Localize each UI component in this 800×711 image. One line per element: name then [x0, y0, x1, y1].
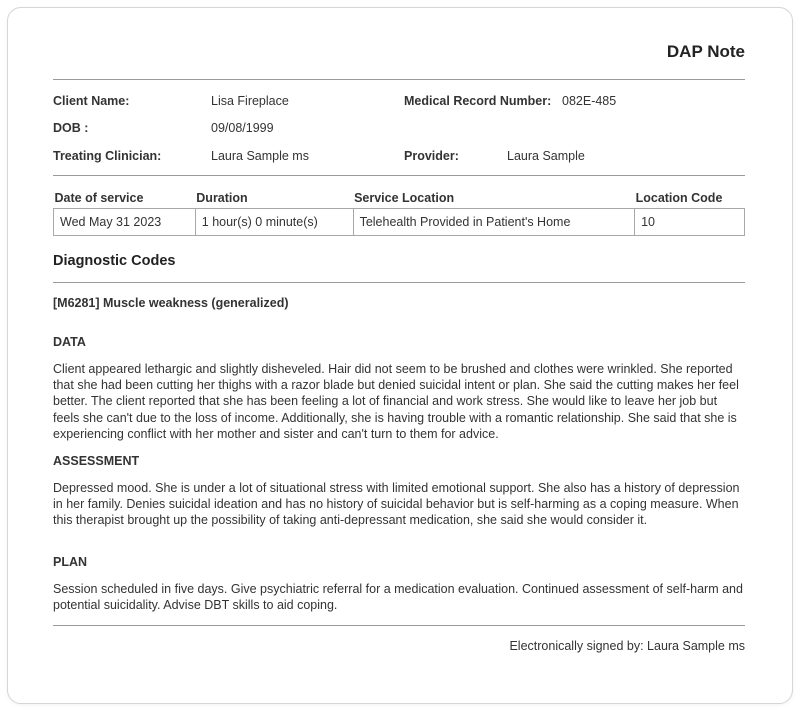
- client-name-value: Lisa Fireplace: [211, 94, 289, 108]
- service-location-cell: Telehealth Provided in Patient's Home: [353, 209, 635, 236]
- table-row: [54, 209, 745, 236]
- client-name-label: Client Name:: [53, 94, 130, 108]
- assessment-heading: ASSESSMENT: [53, 454, 140, 468]
- data-heading: DATA: [53, 335, 86, 349]
- provider-value: Laura Sample: [507, 149, 585, 163]
- plan-text: Session scheduled in five days. Give psychiatric referral for a medication evaluation. Continued assessment of self-harm and potential suicidality. Advise DBT skills to aid coping.: [53, 582, 743, 613]
- dap-note-card: [7, 7, 793, 704]
- divider: [53, 79, 745, 80]
- service-table: [53, 188, 745, 236]
- assessment-text: Depressed mood. She is under a lot of situational stress with limited emotional support. She also has a history of depression in her family. Denies suicidal ideation and has no history of suicidal behavior but is self-harming as a coping measure. When this therapist brought up the possibility of taking anti-depressant medication, she said she would consider it.: [53, 481, 740, 528]
- dob-label: DOB :: [53, 121, 89, 135]
- plan-heading: PLAN: [53, 555, 88, 569]
- divider: [53, 175, 745, 176]
- location-code-cell: 10: [635, 209, 745, 236]
- provider-label: Provider:: [404, 149, 459, 163]
- clinician-label: Treating Clinician:: [53, 149, 162, 163]
- diagnostic-codes-title: Diagnostic Codes: [53, 253, 176, 269]
- clinician-value: Laura Sample ms: [211, 149, 309, 163]
- column-header: Date of service: [54, 191, 144, 205]
- table-header-row: [54, 188, 745, 209]
- duration-cell: 1 hour(s) 0 minute(s): [195, 209, 353, 236]
- page-title: DAP Note: [666, 42, 745, 61]
- date-of-service-cell: Wed May 31 2023: [54, 209, 196, 236]
- mrn-label: Medical Record Number:: [404, 94, 552, 108]
- data-text: Client appeared lethargic and slightly disheveled. Hair did not seem to be brushed and clothes were wrinkled. She reported that she had been cutting her thighs with a razor blade but denied suicidal intent or plan. She said the cutting makes her feel better. The client reported that she has been feeling a lot of financial and work stress. She would like to leave her job but feels she can't due to the loss of income. Additionally, she is having trouble with a romantic relationship. She said that she is experiencing conflict with her mother and sister and can't turn to them for advice.: [53, 362, 739, 441]
- column-header: Location Code: [635, 191, 723, 205]
- divider: [53, 625, 745, 626]
- diagnostic-code: [M6281] Muscle weakness (generalized): [53, 296, 289, 310]
- column-header: Duration: [196, 191, 248, 205]
- dob-value: 09/08/1999: [211, 121, 274, 135]
- divider: [53, 282, 745, 283]
- signature-line: Electronically signed by: Laura Sample ms: [509, 639, 745, 653]
- column-header: Service Location: [354, 191, 455, 205]
- mrn-value: 082E-485: [562, 94, 617, 108]
